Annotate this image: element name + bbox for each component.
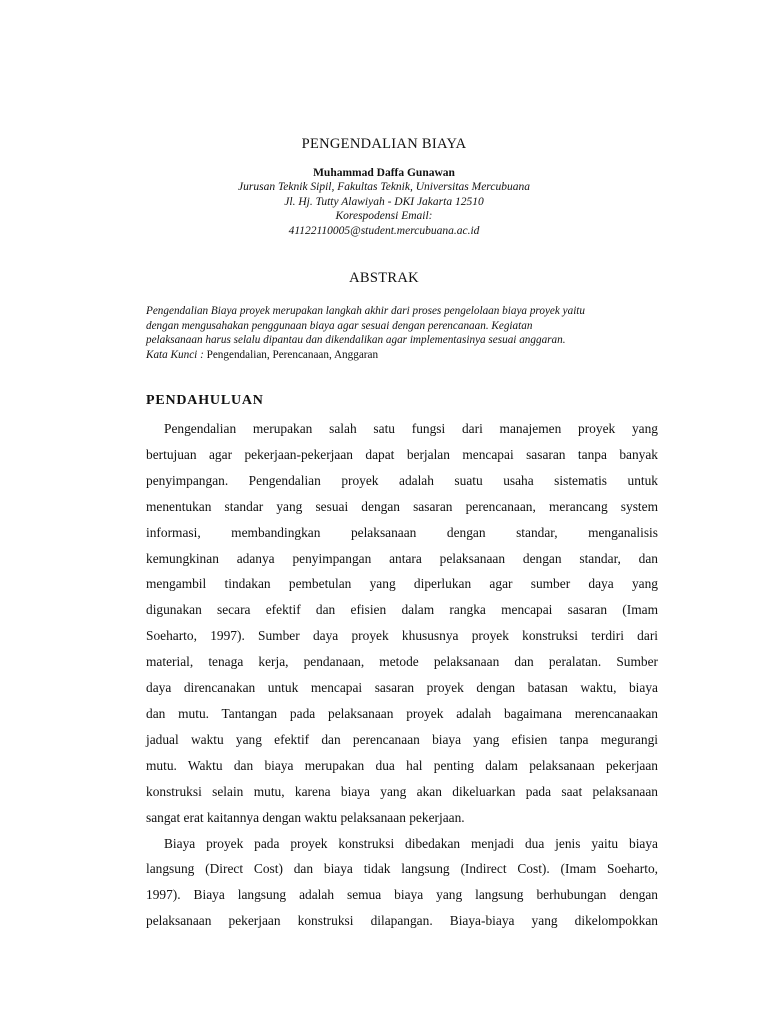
body-line: Soeharto, 1997). Sumber daya proyek khususnya proyek konstruksi terdiri dari [146,628,658,644]
abstract-line: dengan mengusahakan penggunaan biaya agar sesuai dengan perencanaan. Kegiatan [146,319,533,332]
body-line: penyimpangan. Pengendalian proyek adalah suatu usaha sistematis untuk [146,472,658,488]
body-line: dan mutu. Tantangan pada pelaksanaan proyek adalah bagaimana merencanaakan [146,705,658,721]
body-line: digunakan secara efektif dan efisien dalam rangka mencapai sasaran (Imam [146,602,658,618]
body-line: langsung (Direct Cost) dan biaya tidak langsung (Indirect Cost). (Imam Soeharto, [146,861,658,877]
body-line: sangat erat kaitannya dengan waktu pelaksanaan pekerjaan. [146,809,465,825]
body-line: Biaya proyek pada proyek konstruksi dibedakan menjadi dua jenis yaitu biaya [164,835,658,851]
body-line: Pengendalian merupakan salah satu fungsi dari manajemen proyek yang [164,421,658,436]
keywords-text: Pengendalian, Perencanaan, Anggaran [203,348,379,361]
body-line: mutu. Waktu dan biaya merupakan dua hal penting dalam pelaksanaan pekerjaan [146,757,658,773]
body-line: mengambil tindakan pembetulan yang diperlukan agar sumber daya yang [146,576,658,592]
abstract-heading: ABSTRAK [349,270,419,286]
keywords [146,348,661,363]
body-line: menentukan standar yang sesuai dengan sasaran perencanaan, merancang system [146,498,658,514]
author-name: Muhammad Daffa Gunawan [313,167,455,179]
email-label: Korespodensi Email: [335,210,433,222]
section-body [146,416,658,934]
abstract-line: pelaksanaan harus selalu dipantau dan dikendalikan agar implementasinya sesuai anggaran. [146,334,566,346]
body-line: material, tenaga kerja, pendanaan, metode pelaksanaan dan peralatan. Sumber [146,654,658,670]
keywords-label: Kata Kunci : [146,348,204,361]
email-address: 41122110005@student.mercubuana.ac.id [288,224,480,237]
address-line: Jl. Hj. Tutty Alawiyah - DKI Jakarta 12510 [284,195,484,208]
body-line: 1997). Biaya langsung adalah semua biaya yang langsung berhubungan dengan [146,887,658,903]
paper-title: PENGENDALIAN BIAYA [301,136,467,152]
body-line: pelaksanaan pekerjaan konstruksi dilapangan. Biaya-biaya yang dikelompokkan [146,913,658,929]
paper-header [0,136,768,238]
section-heading: PENDAHULUAN [146,393,264,408]
abstract-line: Pengendalian Biaya proyek merupakan langkah akhir dari proses pengelolaan biaya proyek yaitu [146,305,586,317]
body-line: informasi, membandingkan pelaksanaan dengan standar, menganalisis [146,524,658,540]
body-line: kemungkinan adanya penyimpangan antara pelaksanaan dengan standar, dan [146,550,658,566]
body-line: konstruksi selain mutu, karena biaya yang akan dikeluarkan pada saat pelaksanaan [146,783,658,799]
body-line: jadual waktu yang efektif dan perencanaan biaya yang efisien tanpa megurangi [146,731,658,747]
affiliation-line: Jurusan Teknik Sipil, Fakultas Teknik, Universitas Mercubuana [238,181,530,193]
body-line: bertujuan agar pekerjaan-pekerjaan dapat berjalan mencapai sasaran tanpa banyak [146,446,658,462]
abstract-body [146,304,661,362]
body-line: daya direncanakan untuk mencapai sasaran proyek dengan batasan waktu, biaya [146,680,658,696]
